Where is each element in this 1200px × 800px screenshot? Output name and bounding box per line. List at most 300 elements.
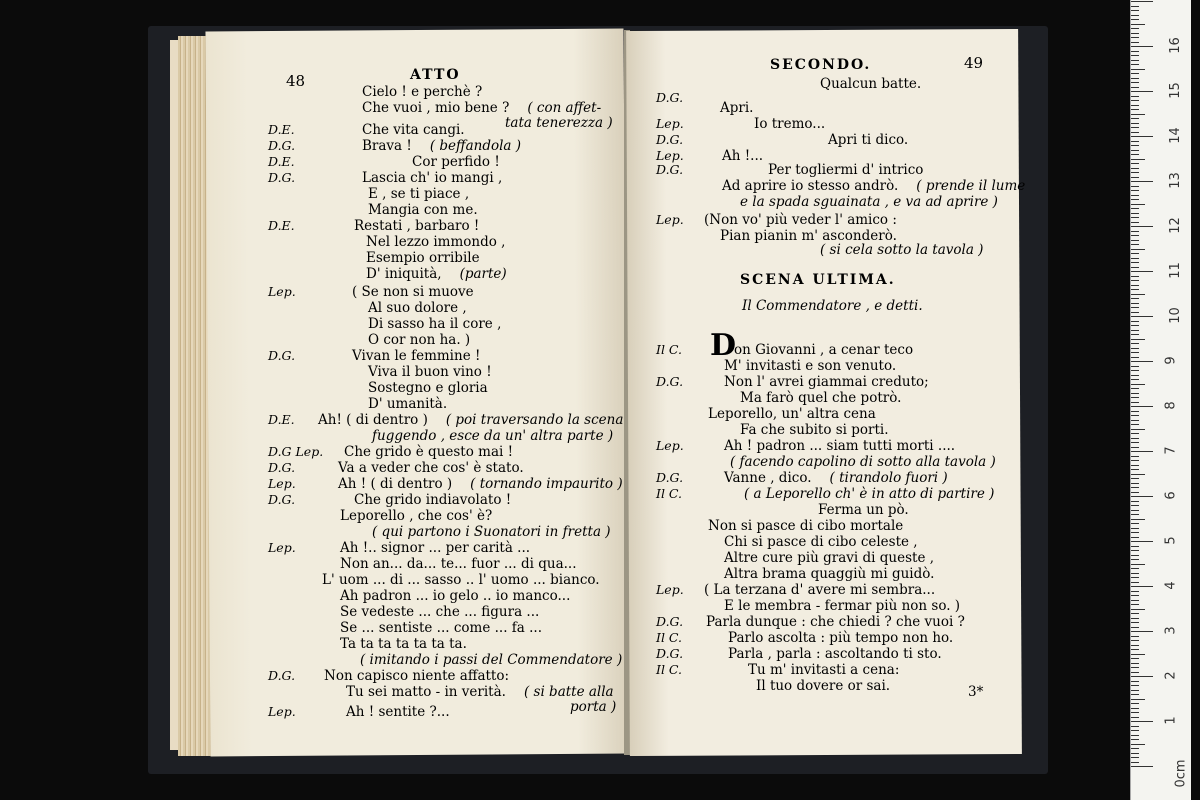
speaker-label: D.E. [268,412,295,427]
verse-line: Va a veder che cos' è stato. [338,460,524,476]
stage-direction: ( si cela sotto la tavola ) [820,242,984,258]
ruler-tick [1131,105,1139,106]
ruler-tick [1131,163,1139,164]
ruler-tick [1131,276,1139,277]
ruler-tick [1131,195,1139,196]
stage-direction: fuggendo , esce da un' altra parte ) [372,428,614,444]
ruler-tick [1131,460,1139,461]
ruler-tick [1131,334,1139,335]
ruler-tick [1131,591,1139,592]
verse-line: Non l' avrei giammai creduto; [724,374,929,390]
ruler-tick [1131,217,1139,218]
ruler-tick [1131,312,1139,313]
ruler-tick [1131,406,1153,407]
ruler-tick [1131,123,1139,124]
ruler-tick [1131,429,1145,430]
ruler-number: 2 [1163,671,1179,680]
ruler-tick [1131,420,1139,421]
ruler-tick [1131,442,1139,443]
verse-line: Qualcun batte. [820,76,922,92]
ruler-tick [1131,654,1145,655]
ruler-number: 8 [1163,401,1179,410]
ruler-tick [1131,258,1139,259]
speaker-label: D.G. [656,90,684,105]
speaker-label: Lep. [656,438,684,453]
ruler-tick [1131,177,1139,178]
ruler-tick [1131,172,1139,173]
ruler-tick [1131,676,1153,677]
ruler-tick [1131,748,1139,749]
ruler-number: 5 [1163,536,1179,545]
verse-line: Di sasso ha il core , [368,316,502,332]
ruler-tick [1131,690,1139,691]
verse-line: Altre cure più gravi di queste , [724,550,935,566]
speaker-label: D.E. [268,154,295,169]
verse-line: Non capisco niente affatto: [324,668,510,684]
speaker-label: D.G. [656,132,684,147]
ruler-tick [1131,186,1139,187]
ruler-tick [1131,613,1139,614]
ruler-tick [1131,64,1139,65]
verse-line: Viva il buon vino ! [368,364,492,380]
ruler-tick [1131,226,1153,227]
ruler-tick [1131,595,1139,596]
ruler-tick [1131,708,1139,709]
verse-line: Chi si pasce di cibo celeste , [724,534,918,550]
stage-direction: ( beffandola ) [429,138,522,154]
ruler-tick [1131,37,1139,38]
verse-line: Ah !... [722,148,764,164]
ruler-tick [1131,96,1139,97]
ruler-tick [1131,523,1139,524]
ruler-tick [1131,235,1139,236]
stage-direction: ( imitando i passi del Commendatore ) [360,652,623,668]
ruler-tick [1131,249,1145,250]
ruler-tick [1131,352,1139,353]
ruler-tick [1131,141,1139,142]
ruler-tick [1131,717,1139,718]
ruler-tick [1131,136,1153,137]
ruler-tick [1131,114,1145,115]
ruler-tick [1131,127,1139,128]
verse-line: Tu m' invitasti a cena: [748,662,900,678]
speaker-label: D.G. [656,646,684,661]
ruler-tick [1131,150,1139,151]
verse-line: Che vuoi , mio bene ? [362,100,510,116]
ruler-tick [1131,262,1139,263]
ruler-tick [1131,483,1139,484]
ruler-tick [1131,550,1139,551]
ruler-tick [1131,672,1139,673]
right-page-header: SECONDO. [770,57,872,73]
verse-line: Ah ! sentite ?... [346,704,450,720]
ruler-tick [1131,478,1139,479]
ruler-tick [1131,649,1139,650]
speaker-label: D.G. [656,470,684,485]
ruler-tick [1131,402,1139,403]
ruler-tick [1131,762,1139,763]
ruler-tick [1131,681,1139,682]
verse-line: Che vita cangi. [362,122,465,138]
ruler-tick [1131,10,1139,11]
verse-line: Apri ti dico. [828,132,909,148]
verse-line: Che grido è questo mai ! [344,444,514,460]
ruler-number: 16 [1167,37,1183,54]
verse-line: ( Se non si muove [352,284,474,300]
verse-line: Ma farò quel che potrò. [740,390,902,406]
ruler-tick [1131,46,1153,47]
ruler-tick [1131,411,1139,412]
ruler-tick [1131,451,1153,452]
ruler-tick [1131,510,1139,511]
ruler-tick [1131,627,1139,628]
ruler-tick [1131,744,1145,745]
ruler-number: 14 [1167,127,1183,144]
ruler-tick [1131,168,1139,169]
verse-line: L' uom ... di ... sasso .. l' uomo ... bianco. [322,572,600,588]
ruler-tick [1131,316,1153,317]
ruler-tick [1131,541,1153,542]
ruler-tick [1131,208,1139,209]
ruler-tick [1131,294,1145,295]
ruler-tick [1131,586,1153,587]
ruler-tick [1131,73,1139,74]
ruler-tick [1131,537,1139,538]
ruler-tick [1131,546,1139,547]
ruler-tick [1131,433,1139,434]
ruler-tick [1131,505,1139,506]
stage-direction: ( poi traversando la scena [445,412,624,428]
verse-line: Parla , parla : ascoltando ti sto. [728,646,942,662]
verse-line: Vanne , dico. [724,470,812,486]
ruler-tick [1131,55,1139,56]
verse-line: O cor non ha. ) [368,332,471,348]
ruler-tick [1131,370,1139,371]
speaker-label: Lep. [656,116,684,131]
ruler-tick [1131,51,1139,52]
verse-line: Leporello, un' altra cena [708,406,876,422]
verse-line: Ah ! padron ... siam tutti morti .... [724,438,956,454]
ruler-tick [1131,42,1139,43]
ruler-tick [1131,271,1153,272]
stage-direction: ( qui partono i Suonatori in fretta ) [372,524,611,540]
verse-line: Mangia con me. [368,202,478,218]
ruler-tick [1131,6,1139,7]
ruler-tick [1131,582,1139,583]
ruler-tick [1131,28,1139,29]
verse-line: (Non vo' più veder l' amico : [704,212,897,228]
ruler-tick [1131,339,1145,340]
speaker-label: Lep. [656,212,684,227]
ruler-tick [1131,640,1139,641]
ruler-tick [1131,465,1139,466]
verse-line: Apri. [720,100,754,116]
ruler-tick [1131,726,1139,727]
ruler-tick [1131,154,1139,155]
speaker-label: D.G. [268,668,296,683]
ruler-tick [1131,82,1139,83]
verse-line: Ferma un pò. [818,502,909,518]
ruler-tick [1131,474,1145,475]
ruler-tick [1131,357,1139,358]
right-page-number: 49 [964,54,984,72]
ruler-tick [1131,69,1145,70]
speaker-label: Lep. [268,540,296,555]
speaker-label: D.E. [268,218,295,233]
ruler-tick [1131,213,1139,214]
speaker-label: D.G. [268,348,296,363]
ruler-tick [1131,519,1145,520]
speaker-label: D.G. [268,138,296,153]
ruler-tick [1131,577,1139,578]
verse-line: Restati , barbaro ! [354,218,480,234]
ruler-tick [1131,267,1139,268]
verse-line: Io tremo... [754,116,826,132]
verse-line: Sostegno e gloria [368,380,488,396]
stage-direction: ( con affet- [527,100,602,116]
ruler-tick [1131,600,1139,601]
ruler-tick [1131,604,1139,605]
ruler-tick [1131,231,1139,232]
ruler-tick [1131,303,1139,304]
ruler-tick [1131,159,1145,160]
speaker-label: D.G. [656,162,684,177]
ruler-tick [1131,532,1139,533]
ruler-tick [1131,631,1153,632]
verse-line: Ta ta ta ta ta ta ta. [340,636,467,652]
ruler-tick [1131,555,1139,556]
ruler-tick [1131,384,1145,385]
verse-line: Brava ! [362,138,412,154]
ruler-tick [1131,721,1153,722]
ruler-number: 3 [1163,626,1179,635]
ruler-tick [1131,240,1139,241]
verse-line: Pian pianin m' asconderò. [720,228,897,244]
ruler-tick [1131,388,1139,389]
ruler-tick [1131,325,1139,326]
ruler-tick [1131,663,1139,664]
ruler-tick [1131,739,1139,740]
verse-line: ( La terzana d' avere mi sembra... [704,582,936,598]
ruler-tick [1131,766,1153,767]
ruler-tick [1131,694,1139,695]
ruler-tick [1131,609,1145,610]
ruler-tick [1131,528,1139,529]
ruler-tick [1131,645,1139,646]
drop-cap: D [710,328,737,363]
speaker-label: Il C. [656,486,683,501]
ruler-tick [1131,699,1145,700]
ruler-tick [1131,685,1139,686]
ruler-tick [1131,100,1139,101]
ruler-tick [1131,361,1153,362]
ruler-tick [1131,559,1139,560]
verse-line: Ah! ( di dentro ) [318,412,428,428]
verse-line: Il tuo dovere or sai. [756,678,891,694]
ruler-tick [1131,145,1139,146]
ruler-tick [1131,366,1139,367]
ruler-tick [1131,568,1139,569]
verse-line: Se ... sentiste ... come ... fa ... [340,620,542,636]
ruler-tick [1131,492,1139,493]
ruler-tick [1131,438,1139,439]
speaker-label: Lep. [656,148,684,163]
speaker-label: D.G. [656,614,684,629]
stage-direction: ( tirandolo fuori ) [829,470,948,486]
stage-direction: Il Commendatore , e detti. [742,298,923,314]
verse-line: on Giovanni , a cenar teco [734,342,914,358]
ruler-number: 12 [1167,217,1183,234]
verse-line: Se vedeste ... che ... figura ... [340,604,540,620]
verse-line: Esempio orribile [366,250,480,266]
ruler-tick [1131,424,1139,425]
ruler-tick [1131,514,1139,515]
ruler-tick [1131,118,1139,119]
stage-direction: ( tornando impaurito ) [470,476,623,492]
ruler-tick [1131,280,1139,281]
ruler-number: 7 [1163,446,1179,455]
ruler-tick [1131,307,1139,308]
verse-line: Al suo dolore , [368,300,467,316]
ruler-tick [1131,330,1139,331]
verse-line: Ah ! ( di dentro ) [338,476,453,492]
ruler-tick [1131,622,1139,623]
verse-line: Ah !.. signor ... per carità ... [340,540,531,556]
verse-line: Non si pasce di cibo mortale [708,518,904,534]
speaker-label: Il C. [656,342,683,357]
speaker-label: Lep. [268,476,296,491]
ruler-tick [1131,321,1139,322]
ruler-tick [1131,285,1139,286]
ruler-tick [1131,618,1139,619]
verse-line: M' invitasti e son venuto. [724,358,897,374]
stage-direction: ( a Leporello ch' è in atto di partire ) [744,486,995,502]
speaker-label: D.G. [268,492,296,507]
speaker-label: D.G. [268,460,296,475]
verse-line: Lascia ch' io mangi , [362,170,503,186]
ruler-tick [1131,658,1139,659]
signature-mark: 3* [968,684,984,700]
ruler-number: 15 [1167,82,1183,99]
ruler-tick [1131,298,1139,299]
verse-line: Altra brama quaggiù mi guidò. [724,566,935,582]
measuring-ruler [1130,0,1191,800]
ruler-number: 10 [1167,307,1183,324]
ruler-tick [1131,501,1139,502]
ruler-tick [1131,199,1139,200]
ruler-tick [1131,33,1139,34]
verse-line: Leporello , che cos' è? [340,508,493,524]
ruler-tick [1131,78,1139,79]
verse-line: Per togliermi d' intrico [768,162,924,178]
stage-direction: ( facendo capolino di sotto alla tavola ) [730,454,996,470]
ruler-tick [1131,757,1139,758]
ruler-tick [1131,712,1139,713]
ruler-tick [1131,181,1153,182]
stage-direction: ( si batte alla [523,684,614,700]
ruler-tick [1131,564,1145,565]
speaker-label: D.G Lep. [268,444,324,459]
ruler-tick [1131,667,1139,668]
ruler-tick [1131,343,1139,344]
ruler-tick [1131,204,1145,205]
verse-line: Parla dunque : che chiedi ? che vuoi ? [706,614,965,630]
speaker-label: Lep. [268,284,296,299]
ruler-tick [1131,447,1139,448]
verse-line: E , se ti piace , [368,186,470,202]
verse-line: Cielo ! e perchè ? [362,84,483,100]
speaker-label: Il C. [656,630,683,645]
ruler-unit-label: 0cm [1173,759,1189,788]
ruler-tick [1131,19,1139,20]
ruler-tick [1131,289,1139,290]
verse-line: Ah padron ... io gelo .. io manco... [340,588,571,604]
speaker-label: Lep. [268,704,296,719]
ruler-number: 13 [1167,172,1183,189]
ruler-tick [1131,415,1139,416]
left-page-header: ATTO [410,67,461,83]
ruler-tick [1131,496,1153,497]
ruler-tick [1131,348,1139,349]
verse-line: Nel lezzo immondo , [366,234,506,250]
speaker-label: D.G. [656,374,684,389]
ruler-tick [1131,397,1139,398]
verse-line: Fa che subito si porti. [740,422,889,438]
stage-direction: tata tenerezza ) [505,115,613,131]
speaker-label: D.G. [268,170,296,185]
ruler-tick [1131,109,1139,110]
ruler-tick [1131,244,1139,245]
ruler-tick [1131,190,1139,191]
ruler-number: 9 [1163,356,1179,365]
verse-line: Tu sei matto - in verità. [346,684,506,700]
ruler-tick [1131,379,1139,380]
verse-line: E le membra - fermar più non so. ) [724,598,961,614]
ruler-tick [1131,636,1139,637]
verse-line: Parlo ascolta : più tempo non ho. [728,630,954,646]
speaker-label: Lep. [656,582,684,597]
ruler-tick [1131,469,1139,470]
left-page-number: 48 [286,72,306,90]
verse-line: Ad aprire io stesso andrò. [722,178,899,194]
ruler-tick [1131,393,1139,394]
ruler-tick [1131,253,1139,254]
ruler-number: 4 [1163,581,1179,590]
ruler-number: 1 [1163,716,1179,725]
ruler-tick [1131,456,1139,457]
ruler-tick [1131,735,1139,736]
ruler-tick [1131,87,1139,88]
ruler-tick [1131,703,1139,704]
ruler-tick [1131,222,1139,223]
speaker-label: Il C. [656,662,683,677]
ruler-tick [1131,487,1139,488]
ruler-number: 11 [1167,262,1183,279]
ruler-number: 6 [1163,491,1179,500]
stage-direction: porta ) [570,699,617,715]
speaker-label: D.E. [268,122,295,137]
scene-heading: SCENA ULTIMA. [740,272,896,288]
ruler-tick [1131,730,1139,731]
verse-line: D' iniquità, [366,266,442,282]
ruler-tick [1131,573,1139,574]
ruler-tick [1131,1,1153,2]
ruler-tick [1131,60,1139,61]
ruler-tick [1131,375,1139,376]
verse-line: Che grido indiavolato ! [354,492,512,508]
verse-line: Non an... da... te... fuor ... di qua... [340,556,577,572]
verse-line: Vivan le femmine ! [352,348,481,364]
